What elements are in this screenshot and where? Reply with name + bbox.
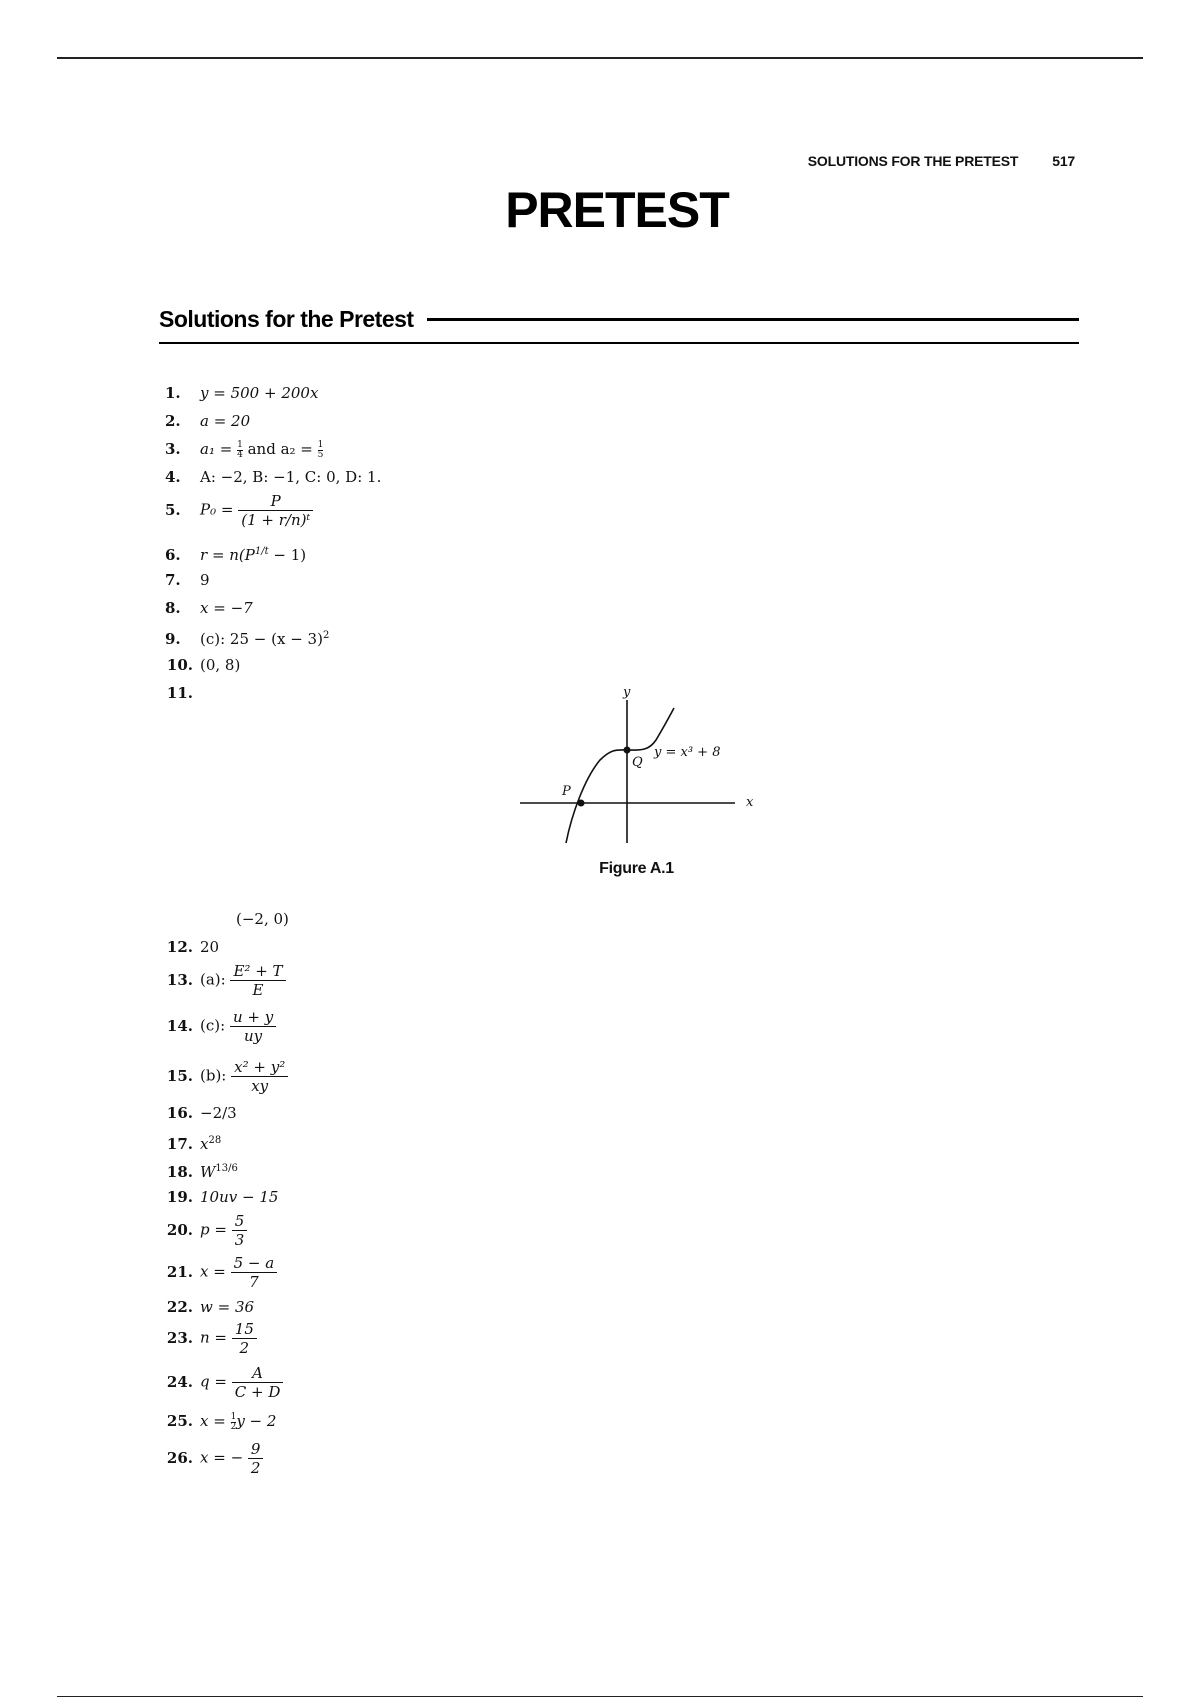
page-title: PRETEST: [505, 182, 729, 238]
section-rule: [427, 318, 1079, 321]
fraction: $\frac{\text{x² + y²}}{xy}$: [231, 1058, 288, 1095]
answer-19: 19. 10uv − 15: [166, 1188, 279, 1206]
figure-caption: Figure A.1: [599, 860, 674, 877]
answer-11: 11.: [166, 684, 193, 702]
answer-12: 12. 20: [166, 938, 220, 956]
point-q-label: Q: [632, 755, 643, 770]
fraction: $\frac{15}{2}$: [232, 1320, 257, 1357]
fraction: $\frac{9}{2}$: [248, 1440, 264, 1477]
answer-25: 25. x = $\frac{1}{2}$ y − 2: [166, 1411, 277, 1432]
answer-7: 7. 9: [165, 571, 210, 589]
x-axis-label: x: [746, 795, 754, 810]
answer-14: 14. (c): $\frac{u + y}{uy}$: [165, 1008, 276, 1045]
answer-4: 4. A: −2, B: −1, C: 0, D: 1.: [165, 468, 382, 486]
answer-1: 1. y = 500 + 200x: [165, 384, 319, 402]
fraction: $\frac{\text{E² + T}}{E}$: [230, 962, 285, 999]
answer-26: 26. x = − $\frac{9}{2}$: [165, 1440, 263, 1477]
top-rule: [57, 57, 1143, 59]
answer-23: 23. n = $\frac{15}{2}$: [165, 1320, 257, 1357]
answer-11-point: (−2, 0): [236, 910, 289, 928]
answer-24: 24. q = $\frac{A}{C + D}$: [165, 1364, 283, 1401]
answer-2: 2. a = 20: [165, 412, 251, 430]
answer-20: 20. p = $\frac{5}{3}$: [165, 1212, 247, 1249]
curve-label: y = x³ + 8: [654, 745, 721, 760]
answer-15: 15. (b): $\frac{\text{x² + y²}}{xy}$: [165, 1058, 288, 1095]
fraction: $\frac{5 - a}{7}$: [231, 1254, 278, 1291]
answer-8: 8. x = −7: [165, 599, 253, 617]
answer-16: 16. −2/3: [166, 1104, 237, 1122]
answer-17: 17. $x^{28}$: [166, 1135, 222, 1153]
figure-cubic-graph: [500, 678, 780, 858]
answer-18: 18. $W^{13/6}$: [166, 1163, 238, 1181]
answer-9: 9. (c): $25 - (x - 3)^2$: [165, 630, 330, 648]
point-p-marker: [578, 800, 585, 807]
answer-22: 22. w = 36: [166, 1298, 255, 1316]
answer-21: 21. x = $\frac{5 - a}{7}$: [165, 1254, 277, 1291]
point-q-marker: [624, 747, 631, 754]
answer-6: 6. $r = n(P^{1/t} - 1)$: [165, 546, 307, 564]
answer-5: 5. P₀ = $\frac{P}{\text{(1 + r/n)ᵗ}}$: [165, 492, 313, 529]
section-underline: [159, 342, 1079, 344]
running-head: [700, 153, 1075, 169]
y-axis-label: y: [623, 685, 631, 700]
fraction: $\frac{u + y}{uy}$: [230, 1008, 276, 1045]
answer-13: 13. (a): $\frac{\text{E² + T}}{E}$: [165, 962, 286, 999]
fraction: $\frac{A}{C + D}$: [232, 1364, 284, 1401]
answer-10: 10. (0, 8): [166, 656, 241, 674]
point-p-label: P: [562, 784, 571, 799]
bottom-rule: [57, 1696, 1143, 1697]
page-number: 517: [1052, 153, 1075, 169]
cubic-curve: [566, 708, 674, 843]
section-title: Solutions for the Pretest: [159, 306, 414, 332]
running-head-title: SOLUTIONS FOR THE PRETEST: [807, 153, 1019, 169]
fraction: $\frac{5}{3}$: [232, 1212, 248, 1249]
fraction: $\frac{P}{\text{(1 + r/n)ᵗ}}$: [238, 492, 313, 529]
answer-3: 3. a₁ = $\frac{1}{4}$ and a₂ = $\frac{1}{5}$: [165, 439, 324, 460]
